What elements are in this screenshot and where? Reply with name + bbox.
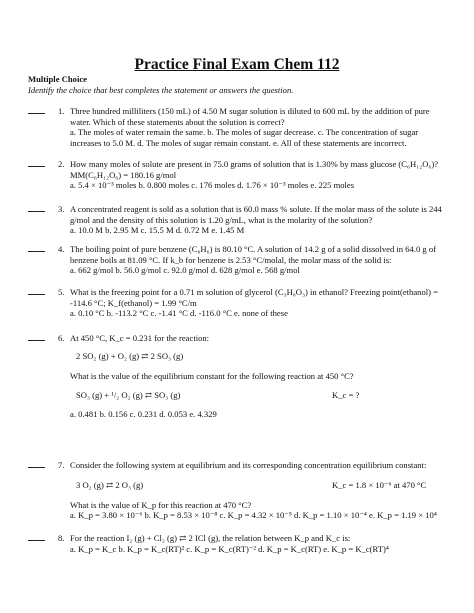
- reaction-equation: 3 O₂ (g) ⇄ 2 O₃ (g): [76, 479, 144, 490]
- question-text: For the reaction I₂ (g) + Cl₂ (g) ⇄ 2 ICl (g), the relation between K_p and K_c is:: [70, 533, 351, 543]
- answer-blank[interactable]: [28, 533, 45, 541]
- equilibrium-constant: K_c = ?: [332, 389, 360, 400]
- answer-choices: a. 0.10 °C b. -113.2 °C c. -1.41 °C d. -116.0 °C e. none of these: [70, 308, 288, 319]
- question-text: How many moles of solute are present in 75.0 grams of solution that is 1.30% by mass glucose (C₆H₁₂O₆)?: [70, 159, 439, 169]
- question-number: 6.: [58, 333, 65, 343]
- answer-blank[interactable]: [28, 159, 45, 167]
- answer-blank[interactable]: [28, 244, 45, 252]
- question-number: 8.: [58, 533, 65, 543]
- page-title: Practice Final Exam Chem 112: [134, 56, 340, 73]
- answer-choices: a. 662 g/mol b. 56.0 g/mol c. 92.0 g/mol d. 628 g/mol e. 568 g/mol: [70, 265, 300, 276]
- question-text: Consider the following system at equilibrium and its corresponding concentration equilibrium constant:: [70, 460, 427, 470]
- reaction-equation: 2 SO₂ (g) + O₂ (g) ⇄ 2 SO₃ (g): [76, 350, 184, 361]
- reaction-equation: SO₃ (g) + ¹/₂ O₂ (g) ⇄ SO₃ (g): [76, 389, 181, 400]
- question-text: A concentrated reagent is sold as a solution that is 60.0 mass % solute. If the molar mass of the solute is 244: [70, 204, 442, 214]
- answer-choices: a. The moles of water remain the same. b. The moles of sugar decrease. c. The concentration of sugar: [70, 127, 419, 138]
- question-number: 5.: [58, 287, 65, 297]
- question-number: 1.: [58, 106, 65, 116]
- question-text: water. Which of these statements about the solution is correct?: [70, 116, 285, 127]
- question-number: 2.: [58, 159, 65, 169]
- question-text: What is the value of the equilibrium constant for the following reaction at 450 °C?: [70, 371, 354, 382]
- question-text: Three hundred milliliters (150 mL) of 4.50 M sugar solution is diluted to 600 mL by the addition of pure: [70, 106, 430, 116]
- question-text: g/mol and the density of this solution is 1.20 g/mL, what is the molarity of the solution?: [70, 214, 373, 225]
- answer-blank[interactable]: [28, 204, 45, 212]
- answer-choices: a. 0.481 b. 0.156 c. 0.231 d. 0.053 e. 4.329: [70, 408, 217, 419]
- instructions-text: Identify the choice that best completes the statement or answers the question.: [28, 85, 294, 95]
- section-heading: Multiple Choice: [28, 74, 87, 84]
- question-text: What is the value of K_p for this reaction at 470 °C?: [70, 499, 252, 510]
- question-text: What is the freezing point for a 0.71 m solution of glycerol (C₃H₈O₃) in ethanol? Freezing point(ethanol) =: [70, 287, 438, 297]
- molar-mass-text: MM(C₆H₁₂O₆) = 180.16 g/mol: [70, 169, 177, 180]
- answer-choices: increases to 5.0 M. d. The moles of sugar remain constant. e. All of these statements are incorrect.: [70, 137, 407, 148]
- answer-choices: a. 5.4 × 10⁻³ moles b. 0.800 moles c. 176 moles d. 1.76 × 10⁻³ moles e. 225 moles: [70, 180, 355, 191]
- question-text: At 450 °C, K_c = 0.231 for the reaction:: [70, 333, 210, 343]
- answer-blank[interactable]: [28, 460, 45, 468]
- answer-blank[interactable]: [28, 106, 45, 114]
- answer-blank[interactable]: [28, 333, 45, 341]
- question-text: benzene boils at 81.09 °C. If k_b for benzene is 2.53 °C/molal, the molar mass of the solid is:: [70, 254, 392, 265]
- answer-choices: a. K_p = K_c b. K_p = K_c(RT)² c. K_p = K_c(RT)⁻² d. K_p = K_c(RT) e. K_p = K_c(RT)⁴: [70, 543, 389, 554]
- answer-blank[interactable]: [28, 287, 45, 295]
- question-text: -114.6 °C; K_f(ethanol) = 1.99 °C/m: [70, 297, 197, 308]
- question-number: 7.: [58, 460, 65, 470]
- question-text: The boiling point of pure benzene (C₆H₆) is 80.10 °C. A solution of 14.2 g of a solid dissolved in 64.0 g of: [70, 244, 437, 254]
- question-number: 3.: [58, 204, 65, 214]
- question-number: 4.: [58, 244, 65, 254]
- equilibrium-constant: K_c = 1.8 × 10⁻⁶ at 470 °C: [332, 479, 427, 490]
- answer-choices: a. 10.0 M b. 2.95 M c. 15.5 M d. 0.72 M e. 1.45 M: [70, 225, 245, 236]
- answer-choices: a. K_p = 3.80 × 10⁻⁶ b. K_p = 8.53 × 10⁻⁸ c. K_p = 4.32 × 10⁻⁵ d. K_p = 1.10 × 10⁻⁴ e. K_p = 1.19 × 10⁴: [70, 510, 437, 521]
